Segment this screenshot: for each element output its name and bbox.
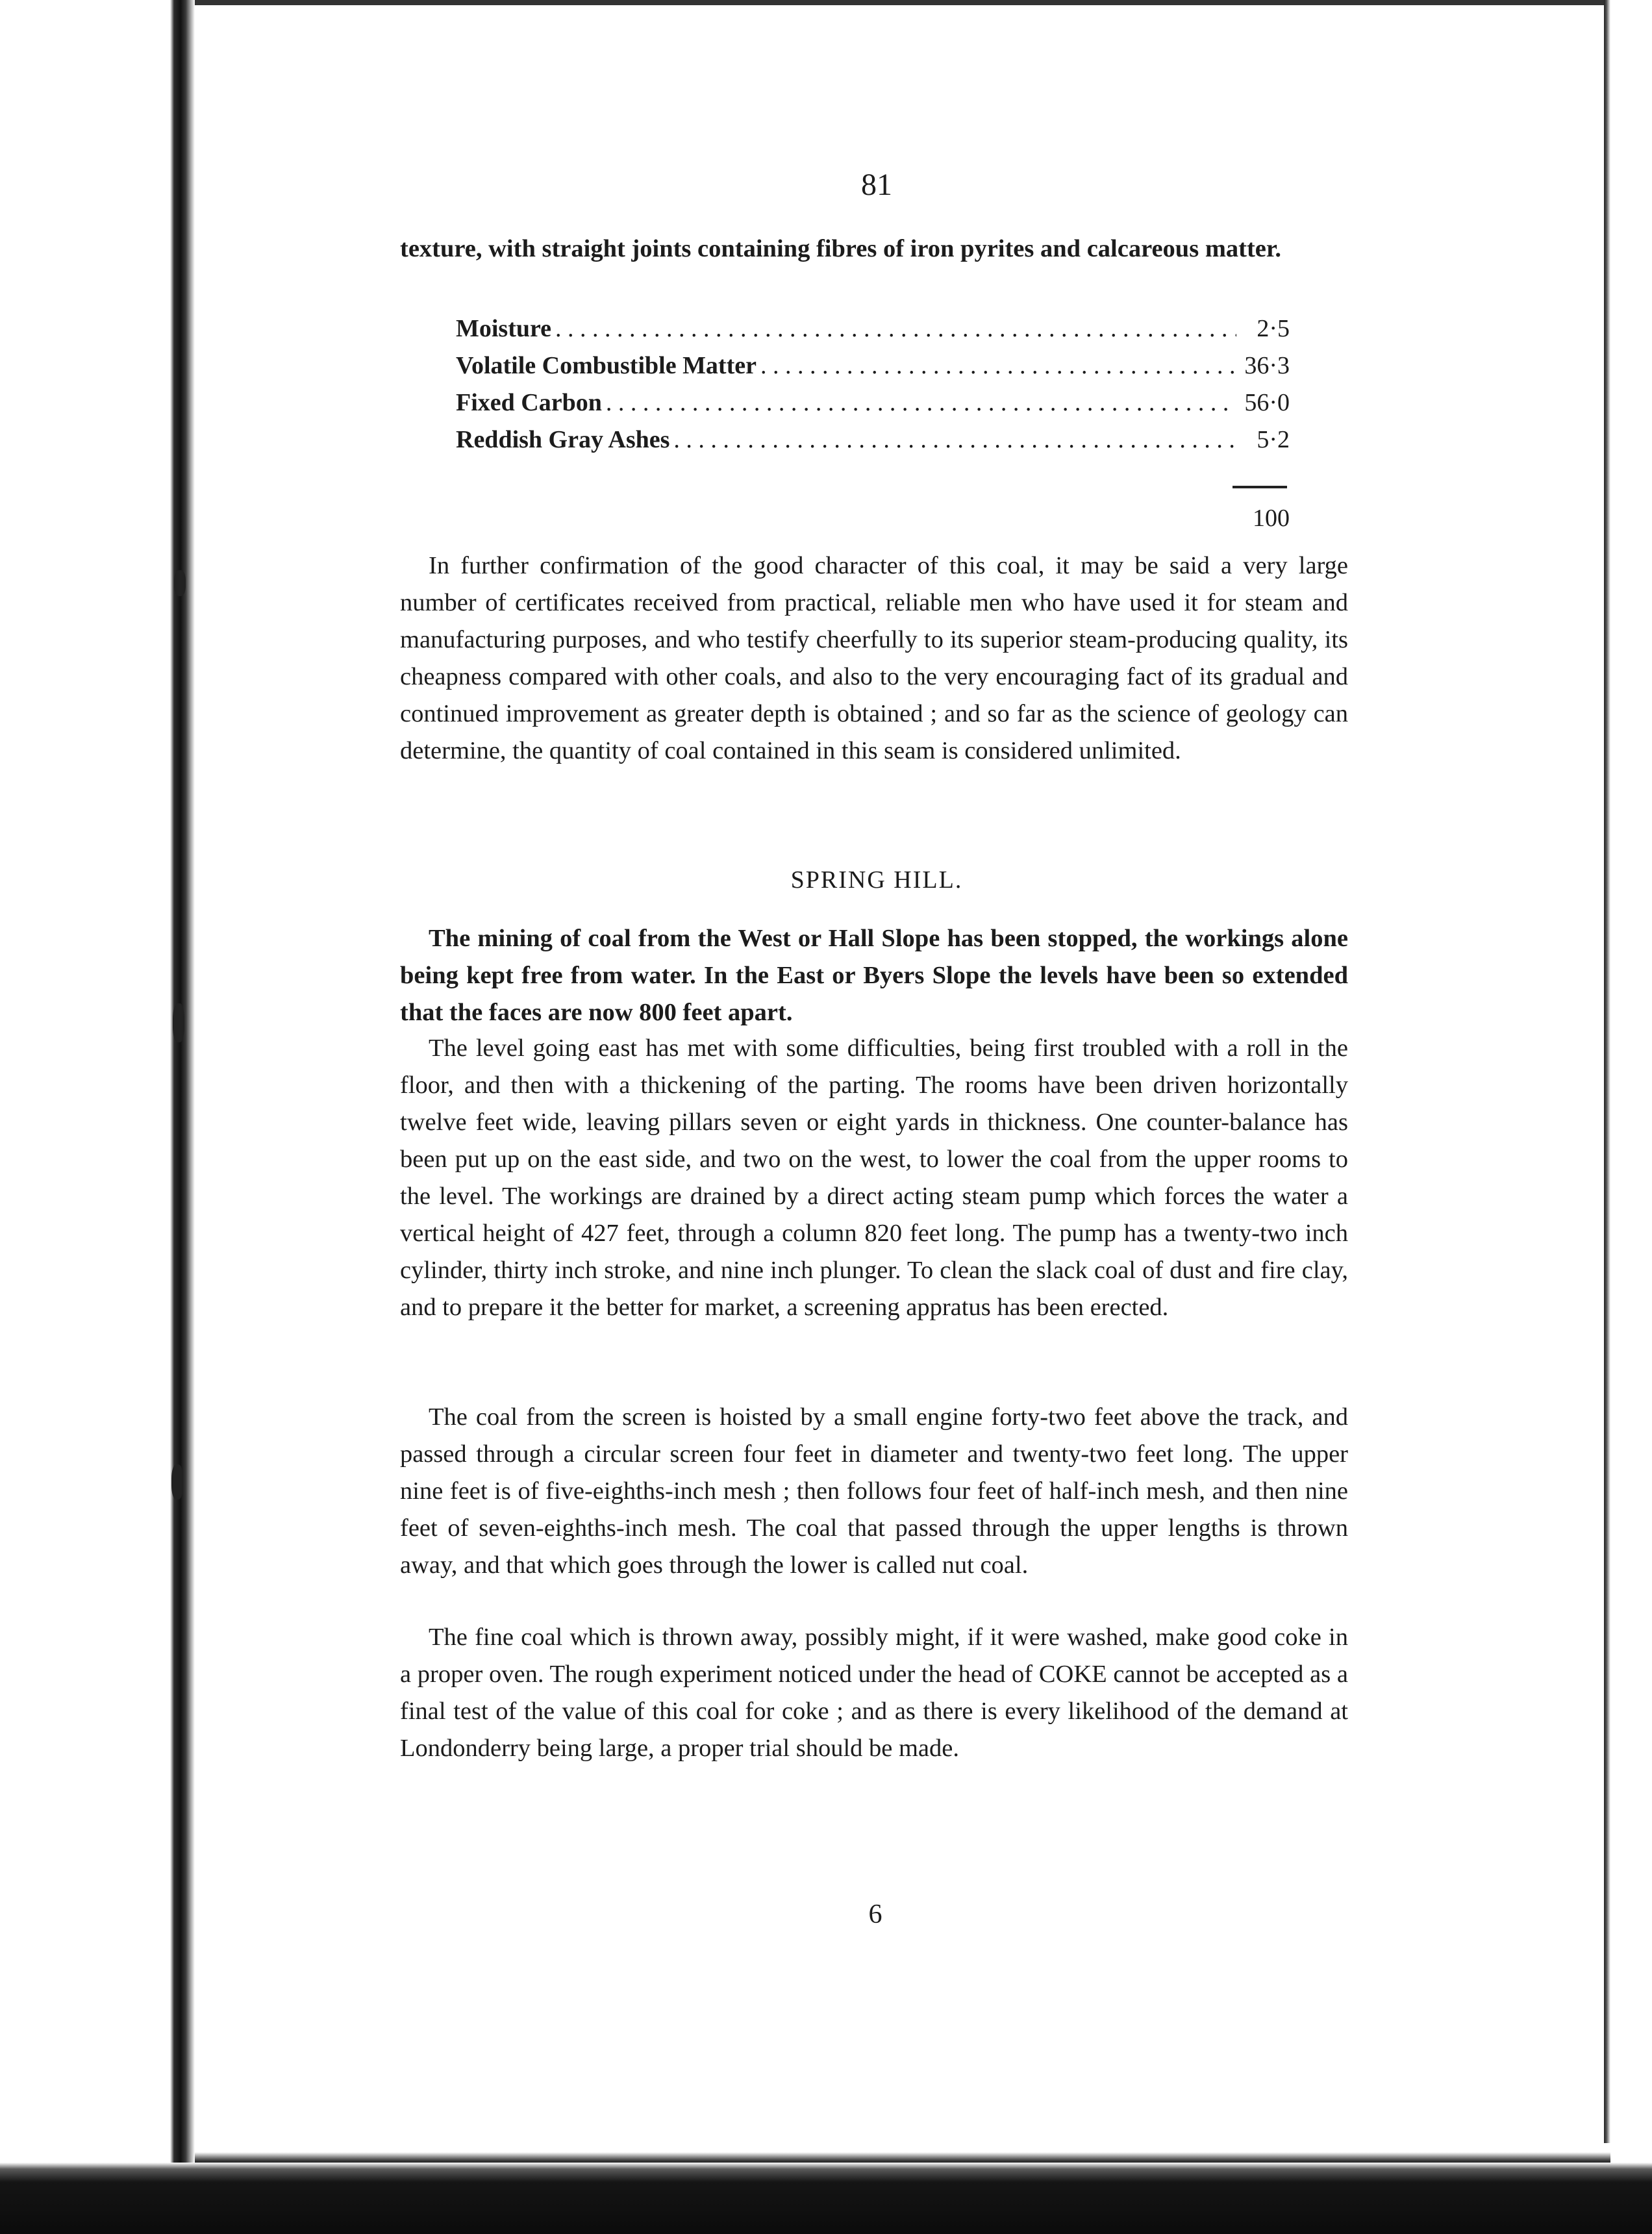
analysis-row xyxy=(456,384,1290,421)
page-bottom-edge-inner xyxy=(195,2143,1610,2163)
signature-mark: 6 xyxy=(868,1900,882,1929)
analysis-row-value: 56·0 xyxy=(1244,389,1290,416)
analysis-row-value: 5·2 xyxy=(1257,426,1290,453)
spine-mark-lower xyxy=(171,1464,183,1500)
analysis-row-value: 36·3 xyxy=(1244,352,1290,379)
analysis-row-label: Fixed Carbon xyxy=(456,389,602,416)
section-heading: SPRING HILL. xyxy=(790,866,963,894)
leader-dots xyxy=(673,421,1236,458)
page-bottom-edge xyxy=(0,2163,1652,2234)
leader-dots xyxy=(606,384,1236,421)
book-spine-edge xyxy=(0,0,195,2234)
spine-mark-middle xyxy=(173,1003,184,1042)
spine-mark-top xyxy=(174,570,186,596)
leader-dots xyxy=(555,310,1236,347)
page-number: 81 xyxy=(861,168,892,202)
confirmation-paragraph: In further confirmation of the good character of this coal, it may be said a very large number of certificates received from practical, reliable men who have used it for steam and manufacturing purposes, and who testify cheerfully to its superior steam-producing quality, its cheapness compared with other coals, and also to the very encouraging fact of its gradual and continued improvement as greater depth is obtained ; and so far as the science of geology can determine, the quantity of coal contained in this seam is considered unlimited. xyxy=(400,552,1348,764)
body-paragraph: The mining of coal from the West or Hall Slope has been stopped, the workings alone being kept free from water. In the East or Byers Slope the levels have been so extended that the faces are now 800 feet apart. xyxy=(400,925,1348,1026)
body-paragraph: The fine coal which is thrown away, possibly might, if it were washed, make good coke in a proper oven. The rough experiment noticed under the head of COKE cannot be accepted as a final test of the value of this coal for coke ; and as there is every likelihood of the demand at Londonderry being large, a proper trial should be made. xyxy=(400,1624,1348,1762)
page-top-edge xyxy=(195,0,1610,5)
analysis-row xyxy=(456,421,1290,458)
analysis-row xyxy=(456,347,1290,384)
body-paragraph: The coal from the screen is hoisted by a small engine forty-two feet above the track, and passed through a circular screen four feet in diameter and twenty-two feet long. The upper nine feet is of five-eighths-inch mesh ; then follows four feet of half-inch mesh, and then nine feet of seven-eighths-inch mesh. The coal that passed through the upper lengths is thrown away, and that which goes through the lower is called nut coal. xyxy=(400,1403,1348,1579)
analysis-row-label: Volatile Combustible Matter xyxy=(456,352,757,379)
analysis-row-label: Moisture xyxy=(456,315,552,342)
analysis-row-value: 2·5 xyxy=(1257,315,1290,342)
total-rule xyxy=(1233,486,1287,488)
leader-dots xyxy=(760,347,1236,384)
page-right-edge xyxy=(1604,0,1610,2234)
analysis-row-label: Reddish Gray Ashes xyxy=(456,426,670,453)
continuation-paragraph: texture, with straight joints containing fibres of iron pyrites and calcareous matter. xyxy=(400,235,1282,262)
analysis-total: 100 xyxy=(1253,505,1290,532)
body-paragraph: The level going east has met with some difficulties, being first troubled with a roll in the floor, and then with a thickening of the parting. The rooms have been driven horizontally twelve feet wide, leaving pillars seven or eight yards in thickness. One counter-balance has been put up on the east side, and two on the west, to lower the coal from the upper rooms to the level. The workings are drained by a direct acting steam pump which forces the water a vertical height of 427 feet, through a column 820 feet long. The pump has a twenty-two inch cylinder, thirty inch stroke, and nine inch plunger. To clean the slack coal of dust and fire clay, and to prepare it the better for market, a screening appratus has been erected. xyxy=(400,1035,1348,1321)
analysis-table xyxy=(456,310,1290,458)
analysis-row xyxy=(456,310,1290,347)
